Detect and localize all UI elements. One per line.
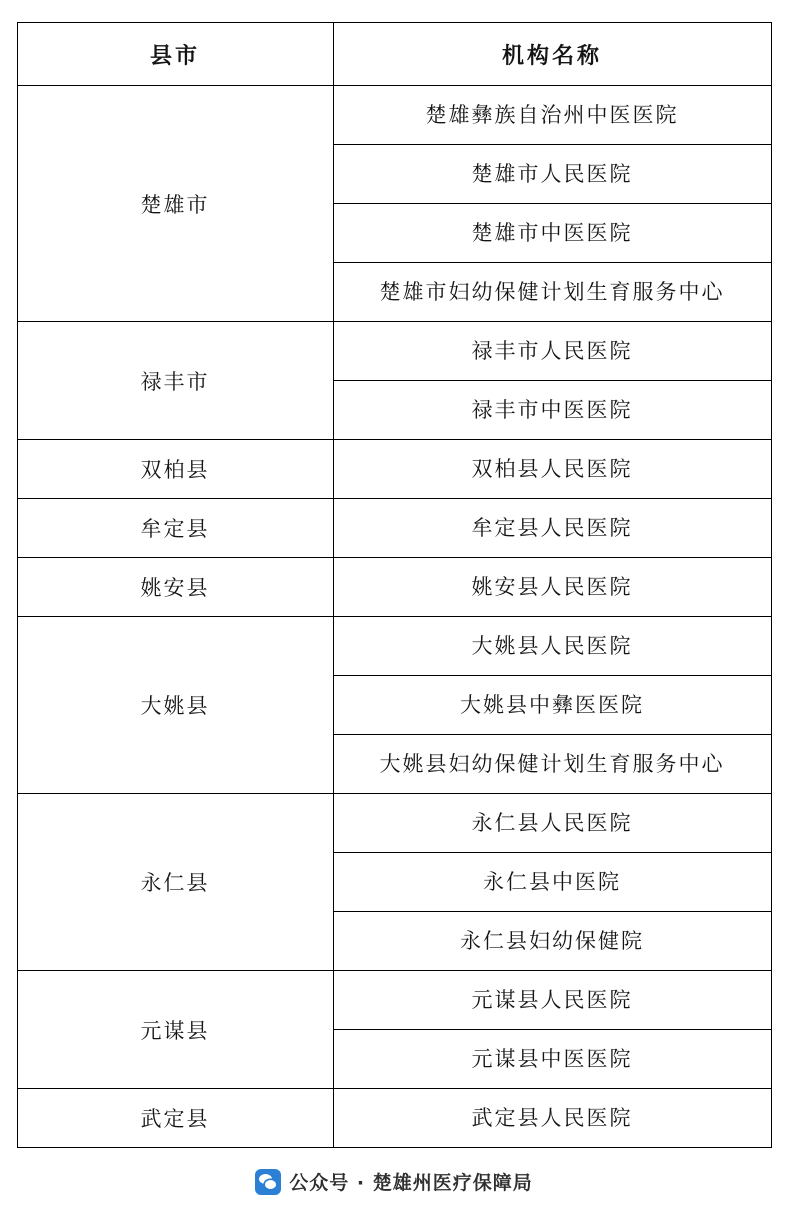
table-header-row [17, 23, 771, 86]
table-row [17, 86, 771, 145]
organization-cell: 元谋县人民医院 [333, 971, 771, 1030]
organization-cell: 永仁县妇幼保健院 [333, 912, 771, 971]
wechat-icon [255, 1169, 281, 1195]
organization-cell: 大姚县妇幼保健计划生育服务中心 [333, 735, 771, 794]
table-header [17, 23, 771, 86]
county-cell: 武定县 [17, 1089, 333, 1148]
column-header-organization: 机构名称 [333, 23, 771, 86]
designated-institutions-table [17, 22, 772, 1148]
table-row [17, 440, 771, 499]
organization-cell: 禄丰市人民医院 [333, 322, 771, 381]
organization-cell: 楚雄市人民医院 [333, 145, 771, 204]
table-row [17, 794, 771, 853]
table-row [17, 1089, 771, 1148]
footer-text: 公众号 · 楚雄州医疗保障局 [289, 1172, 533, 1194]
county-cell: 楚雄市 [17, 86, 333, 322]
organization-cell: 双柏县人民医院 [333, 440, 771, 499]
organization-cell: 大姚县人民医院 [333, 617, 771, 676]
county-cell: 牟定县 [17, 499, 333, 558]
organization-cell: 楚雄市中医医院 [333, 204, 771, 263]
organization-cell: 大姚县中彝医医院 [333, 676, 771, 735]
organization-cell: 禄丰市中医医院 [333, 381, 771, 440]
organization-cell: 武定县人民医院 [333, 1089, 771, 1148]
table-row [17, 558, 771, 617]
footer-watermark [0, 1168, 788, 1195]
table-row [17, 971, 771, 1030]
organization-cell: 姚安县人民医院 [333, 558, 771, 617]
table-row [17, 617, 771, 676]
organization-cell: 永仁县中医院 [333, 853, 771, 912]
organization-cell: 牟定县人民医院 [333, 499, 771, 558]
organization-cell: 元谋县中医医院 [333, 1030, 771, 1089]
county-cell: 禄丰市 [17, 322, 333, 440]
table-row [17, 322, 771, 381]
document-page [0, 22, 788, 1215]
county-cell: 大姚县 [17, 617, 333, 794]
county-cell: 永仁县 [17, 794, 333, 971]
organization-cell: 楚雄市妇幼保健计划生育服务中心 [333, 263, 771, 322]
organization-cell: 楚雄彝族自治州中医医院 [333, 86, 771, 145]
county-cell: 姚安县 [17, 558, 333, 617]
table-row [17, 499, 771, 558]
county-cell: 元谋县 [17, 971, 333, 1089]
table-body [17, 86, 771, 1148]
column-header-county: 县市 [17, 23, 333, 86]
organization-cell: 永仁县人民医院 [333, 794, 771, 853]
county-cell: 双柏县 [17, 440, 333, 499]
